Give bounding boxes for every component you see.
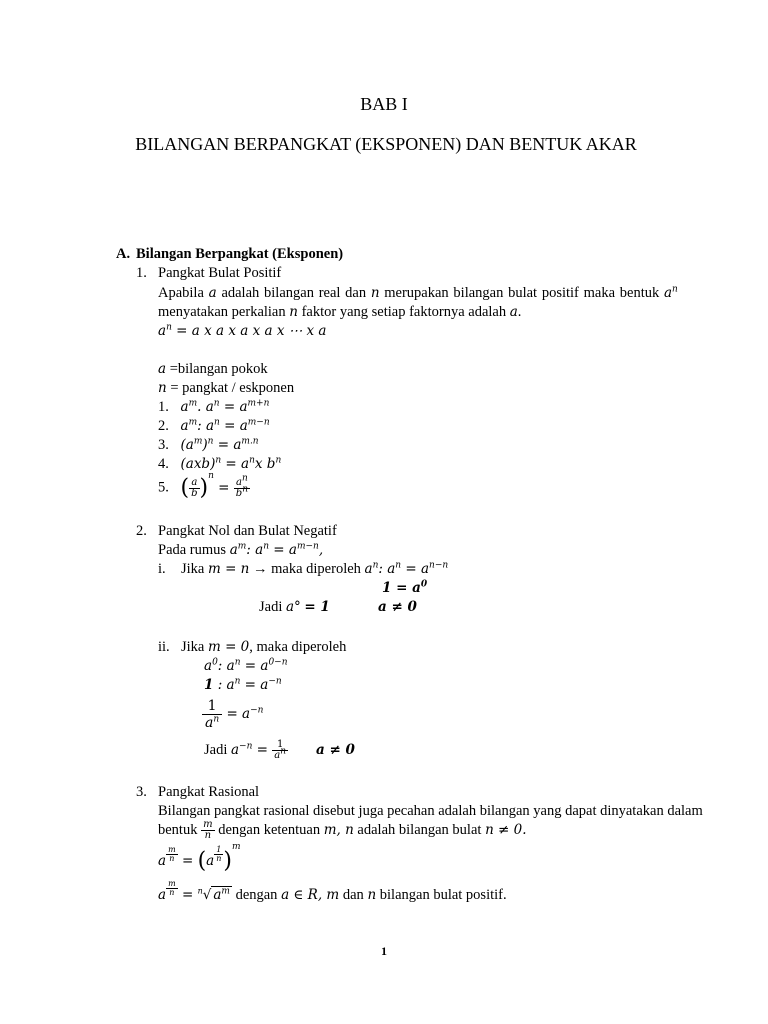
rule-2: 2. $a^m$: $a^n = a^{m-n}$ [158,417,270,434]
page-number: 1 [381,944,387,958]
product-formula: $a^n = a$ x a x a x a x ⋯ x a [158,322,327,339]
sub-ii-step2: 1 : $a^n = a^{-n}$ [204,676,282,693]
rule-3: 3. $(a^m)^n = a^{m.n}$ [158,436,259,453]
item3-desc-line1: Bilangan pangkat rasional disebut juga pecahan adalah bilangan yang dapat dinyatakan dalam [158,803,703,819]
sub-i-condition: a ≠ 0 [378,599,417,615]
rule-number: 3. [158,437,169,453]
item2-number: 2. [136,523,147,539]
chapter-heading: BAB I [360,94,408,114]
rule-number: 5. [158,479,169,496]
chapter-title: BILANGAN BERPANGKAT (EKSPONEN) DAN BENTUK AKAR [135,134,637,154]
sub-i-one-eq: $1 = a^0$ [382,579,428,596]
rule-number: 2. [158,418,169,434]
rational-formula-1: a $^{\frac{m}{n}}$ = (a $^{\frac{1}{n}}$ )$^m$ [158,842,241,874]
item1-intro-line2: menyatakan perkalian n faktor yang setiap faktornya adalah a. [158,304,522,320]
item1-number: 1. [136,265,147,281]
rule-1: 1. $a^m$. $a^n = a^{m+n}$ [158,398,270,415]
sub-ii-step3: $\frac{1}{a^n}$ = $a^{-n}$ [202,698,263,731]
rational-formula-2: a $^{\frac{m}{n}}$ = $^n$√ $a^m$ dengan a ∈ R, m dan n bilangan bulat positif. [158,879,507,903]
def-exponent: n = pangkat / eskponen [158,380,295,396]
item2-formula-line: Pada rumus $a^m$: $a^n = a^{m-n}$, [158,541,324,558]
rule-4: 4. $(axb)^n = a^nx$ $b^n$ [158,455,282,472]
section-a-label: A. [116,246,131,262]
sub-ii-result: Jadi $a^{-n}$ = $\frac{1}{a^n}$ [204,739,287,761]
item1-intro-line1: Apabila a adalah bilangan real dan n merupakan bilangan bulat positif maka bentuk $a^n$ [158,284,678,301]
sub-ii-condition: a ≠ 0 [316,742,355,758]
sub-i-label: i. [158,561,166,577]
rule-5: 5. ( $\frac{a}{b}$ )$^n$ = $\frac{a^n}{b^n}$ [158,470,248,500]
sub-i-text: Jika m = n → maka diperoleh $a^n$: $a^n = a^{n-n}$ [181,560,449,577]
sub-i-result: Jadi a° = 1 [259,599,330,615]
item1-title: Pangkat Bulat Positif [158,265,282,281]
sub-ii-label: ii. [158,639,170,655]
sub-ii-text: Jika m = 0, maka diperoleh [181,639,347,655]
rule-number: 4. [158,456,169,472]
section-a-title: Bilangan Berpangkat (Eksponen) [136,246,344,262]
item3-desc-line2: bentuk $\frac{m}{n}$ dengan ketentuan m, n adalah bilangan bulat n ≠ 0. [158,819,527,841]
sub-ii-step1: $a^0$: $a^n = a^{0-n}$ [204,657,288,674]
rule-number: 1. [158,399,169,415]
item3-number: 3. [136,784,147,800]
item2-title: Pangkat Nol dan Bulat Negatif [158,523,337,539]
def-base: a =bilangan pokok [158,361,268,377]
item3-title: Pangkat Rasional [158,784,260,800]
